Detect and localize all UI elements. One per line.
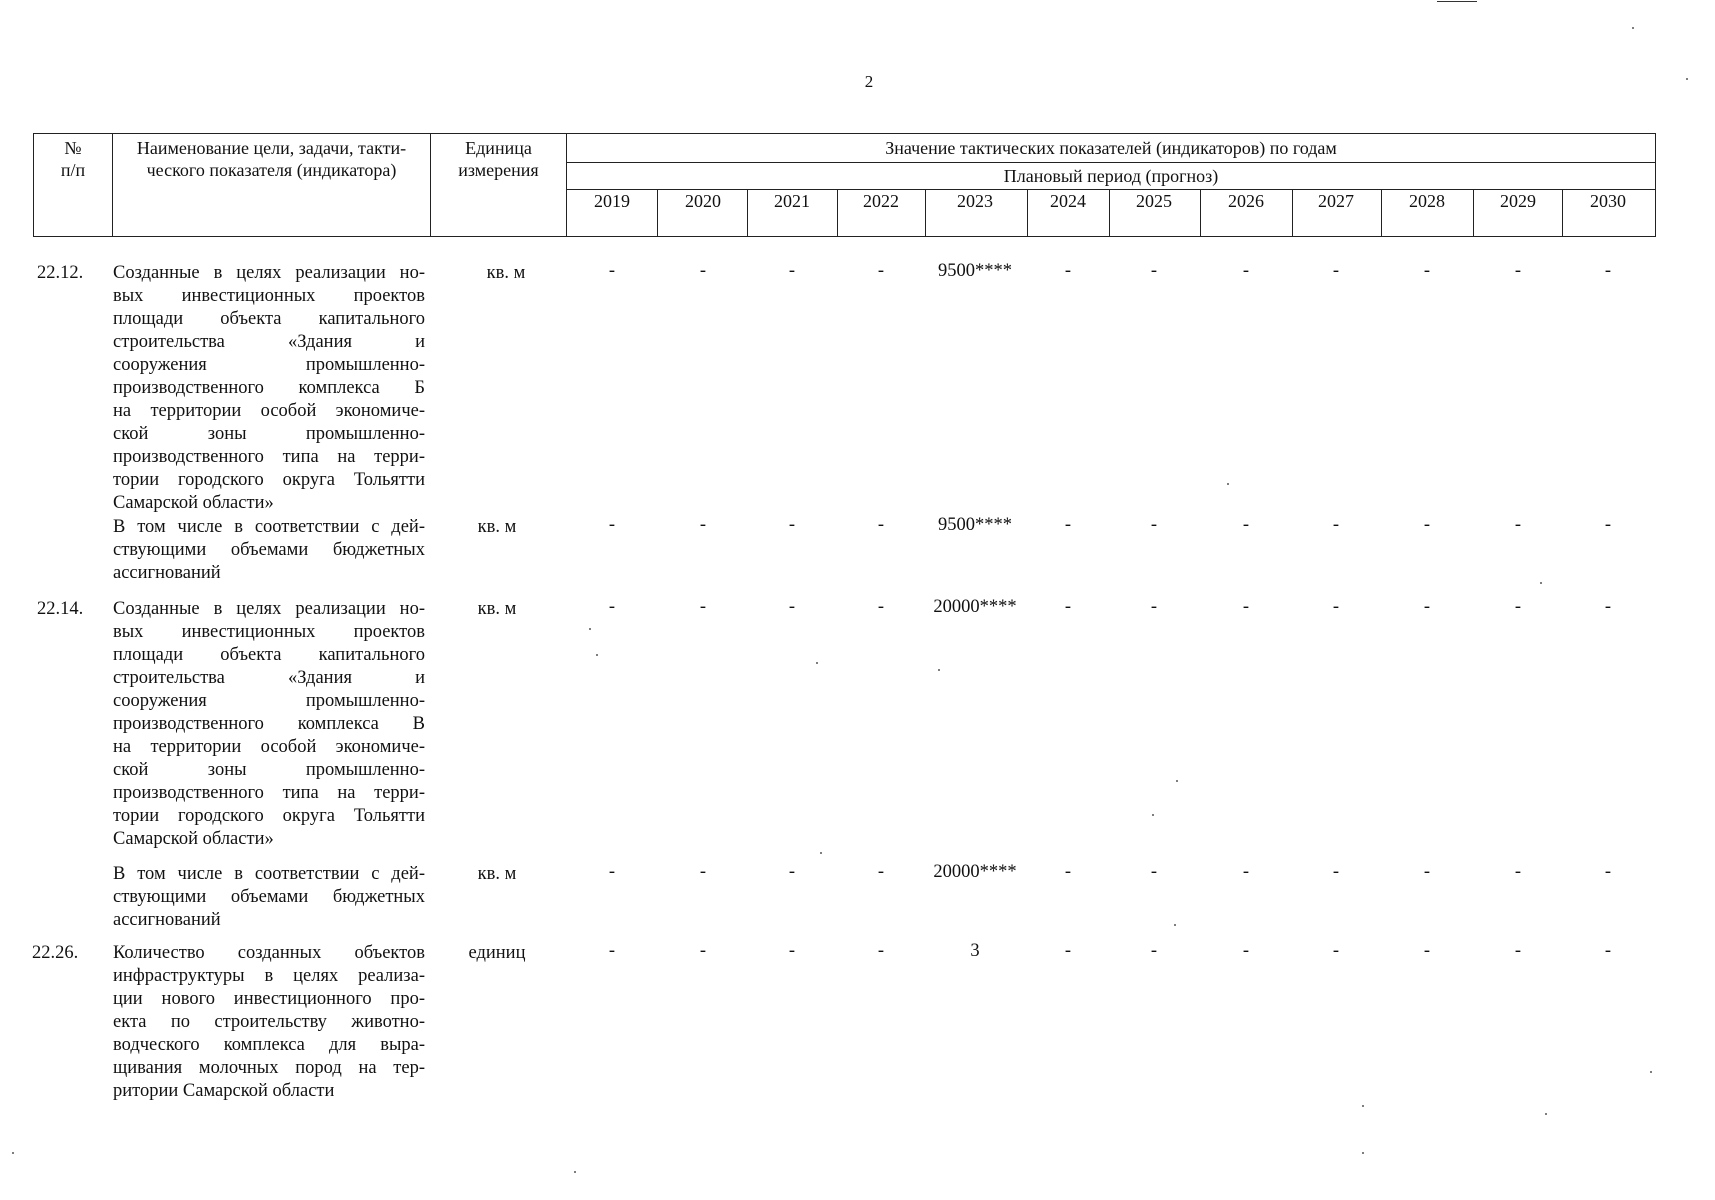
scan-speck	[820, 852, 822, 854]
indicator-name-line: на территории особой экономиче-	[113, 401, 425, 421]
scan-speck	[589, 628, 591, 630]
row-value-2027: -	[1332, 862, 1340, 882]
row-value-2026: -	[1242, 261, 1250, 281]
row-value-2024: -	[1064, 261, 1072, 281]
scan-speck	[938, 669, 940, 671]
row-value-2029: -	[1514, 261, 1522, 281]
scan-speck	[1174, 924, 1176, 926]
header-col-values-sub: Плановый период (прогноз)	[1003, 166, 1219, 186]
row-value-2020: -	[699, 261, 707, 281]
indicator-name-line: строительства «Здания и	[113, 668, 425, 688]
row-value-2022: -	[877, 597, 885, 617]
header-line-sub	[566, 189, 1656, 190]
row-value-2019: -	[608, 261, 616, 281]
scan-speck	[1545, 1113, 1547, 1115]
scan-speck	[1362, 1152, 1364, 1154]
scan-speck	[596, 654, 598, 656]
header-col-name: Наименование цели, задачи, такти- ческого показателя (индикатора)	[136, 138, 407, 180]
year-header-2029: 2029	[1500, 191, 1536, 211]
indicator-name-line: екта по строительству животно-	[113, 1012, 425, 1032]
indicator-name-line: ской зоны промышленно-	[113, 760, 425, 780]
scan-speck	[1632, 27, 1634, 29]
row-value-2029: -	[1514, 515, 1522, 535]
scan-speck	[1227, 483, 1229, 485]
row-value-2025: -	[1150, 261, 1158, 281]
row-value-2021: -	[788, 941, 796, 961]
year-header-2022: 2022	[863, 191, 899, 211]
row-unit: кв. м	[486, 263, 526, 283]
indicator-name-line: ствующими объемами бюджетных	[113, 540, 425, 560]
year-header-2025: 2025	[1136, 191, 1172, 211]
indicator-name-line: Самарской области»	[113, 493, 274, 513]
indicator-name-line: сооружения промышленно-	[113, 355, 425, 375]
row-value-2023: 20000****	[933, 862, 1017, 882]
indicator-name-line: ассигнований	[113, 563, 221, 583]
indicator-name-line: сооружения промышленно-	[113, 691, 425, 711]
row-value-2030: -	[1604, 597, 1612, 617]
indicator-name-line: тории городского округа Тольятти	[113, 470, 425, 490]
row-number: 22.14.	[37, 599, 84, 619]
indicator-name-line: Самарской области»	[113, 829, 274, 849]
row-value-2025: -	[1150, 941, 1158, 961]
indicator-name-line: производственного комплекса В	[113, 714, 425, 734]
header-line-group	[566, 162, 1656, 163]
row-value-2020: -	[699, 597, 707, 617]
row-value-2022: -	[877, 941, 885, 961]
indicator-name-line: ции нового инвестиционного про-	[113, 989, 425, 1009]
row-value-2026: -	[1242, 597, 1250, 617]
scan-speck	[1362, 1105, 1364, 1107]
row-value-2024: -	[1064, 515, 1072, 535]
row-value-2028: -	[1423, 261, 1431, 281]
scan-speck	[1686, 78, 1688, 80]
scan-speck	[574, 1171, 576, 1173]
indicator-name-line: вых инвестиционных проектов	[113, 286, 425, 306]
row-value-2028: -	[1423, 862, 1431, 882]
row-value-2023: 9500****	[938, 261, 1012, 281]
indicator-name-line: водческого комплекса для выра-	[113, 1035, 425, 1055]
indicator-name-line: Созданные в целях реализации но-	[113, 263, 425, 283]
row-unit: кв. м	[477, 599, 517, 619]
scan-speck	[1176, 780, 1178, 782]
row-value-2021: -	[788, 515, 796, 535]
row-value-2026: -	[1242, 862, 1250, 882]
year-header-2019: 2019	[594, 191, 630, 211]
row-value-2020: -	[699, 941, 707, 961]
row-value-2021: -	[788, 862, 796, 882]
row-value-2022: -	[877, 261, 885, 281]
row-value-2030: -	[1604, 862, 1612, 882]
scan-speck	[816, 662, 818, 664]
row-value-2026: -	[1242, 941, 1250, 961]
row-value-2030: -	[1604, 261, 1612, 281]
row-value-2023: 3	[970, 941, 980, 961]
indicator-name-line: ствующими объемами бюджетных	[113, 887, 425, 907]
scan-mark	[1437, 1, 1477, 2]
scan-speck	[12, 1152, 14, 1154]
year-header-2030: 2030	[1590, 191, 1626, 211]
row-value-2027: -	[1332, 261, 1340, 281]
indicator-name-line: В том числе в соответствии с дей-	[113, 864, 425, 884]
indicator-name-line: инфраструктуры в целях реализа-	[113, 966, 425, 986]
row-indicator-name	[113, 863, 425, 932]
year-header-2028: 2028	[1409, 191, 1445, 211]
row-indicator-name	[113, 262, 425, 515]
row-value-2025: -	[1150, 597, 1158, 617]
row-value-2027: -	[1332, 597, 1340, 617]
indicator-name-line: площади объекта капитального	[113, 309, 425, 329]
year-header-2020: 2020	[685, 191, 721, 211]
row-indicator-name	[113, 942, 425, 1103]
indicator-name-line: производственного типа на терри-	[113, 447, 425, 467]
indicator-name-line: производственного типа на терри-	[113, 783, 425, 803]
indicator-name-line: площади объекта капитального	[113, 645, 425, 665]
scan-speck	[1650, 1071, 1652, 1073]
row-value-2028: -	[1423, 597, 1431, 617]
scan-speck	[1540, 582, 1542, 584]
row-value-2024: -	[1064, 597, 1072, 617]
header-divider-name	[430, 133, 431, 237]
year-header-2023: 2023	[957, 191, 993, 211]
indicator-name-line: ритории Самарской области	[113, 1081, 335, 1101]
indicator-name-line: тории городского округа Тольятти	[113, 806, 425, 826]
row-value-2029: -	[1514, 941, 1522, 961]
row-value-2021: -	[788, 261, 796, 281]
row-value-2030: -	[1604, 515, 1612, 535]
row-value-2020: -	[699, 862, 707, 882]
row-value-2019: -	[608, 862, 616, 882]
header-col-values-group: Значение тактических показателей (индикаторов) по годам	[885, 138, 1337, 158]
indicator-name-line: ассигнований	[113, 910, 221, 930]
indicator-name-line: В том числе в соответствии с дей-	[113, 517, 425, 537]
row-value-2022: -	[877, 862, 885, 882]
row-value-2026: -	[1242, 515, 1250, 535]
page-number: 2	[864, 72, 874, 91]
indicator-name-line: строительства «Здания и	[113, 332, 425, 352]
row-unit: кв. м	[477, 517, 517, 537]
row-value-2023: 9500****	[938, 515, 1012, 535]
indicator-name-line: на территории особой экономиче-	[113, 737, 425, 757]
row-value-2020: -	[699, 515, 707, 535]
row-value-2027: -	[1332, 941, 1340, 961]
year-header-2021: 2021	[774, 191, 810, 211]
row-value-2029: -	[1514, 862, 1522, 882]
header-col-num: № п/п	[60, 138, 86, 180]
row-number: 22.26.	[32, 943, 79, 963]
row-value-2030: -	[1604, 941, 1612, 961]
row-value-2027: -	[1332, 515, 1340, 535]
row-value-2019: -	[608, 515, 616, 535]
row-value-2019: -	[608, 941, 616, 961]
row-number: 22.12.	[37, 263, 84, 283]
row-value-2025: -	[1150, 862, 1158, 882]
row-value-2023: 20000****	[933, 597, 1017, 617]
indicator-name-line: Созданные в целях реализации но-	[113, 599, 425, 619]
scan-speck	[1152, 814, 1154, 816]
row-value-2022: -	[877, 515, 885, 535]
indicator-name-line: щивания молочных пород на тер-	[113, 1058, 425, 1078]
row-value-2024: -	[1064, 862, 1072, 882]
row-value-2025: -	[1150, 515, 1158, 535]
year-header-2026: 2026	[1228, 191, 1264, 211]
indicator-name-line: ской зоны промышленно-	[113, 424, 425, 444]
row-value-2028: -	[1423, 941, 1431, 961]
row-value-2028: -	[1423, 515, 1431, 535]
row-unit: кв. м	[477, 864, 517, 884]
indicator-name-line: производственного комплекса Б	[113, 378, 425, 398]
row-value-2029: -	[1514, 597, 1522, 617]
year-header-2024: 2024	[1050, 191, 1086, 211]
row-indicator-name	[113, 516, 425, 585]
row-indicator-name	[113, 598, 425, 851]
row-unit: единиц	[468, 943, 526, 963]
indicator-name-line: Количество созданных объектов	[113, 943, 425, 963]
row-value-2024: -	[1064, 941, 1072, 961]
header-divider-num	[112, 133, 113, 237]
row-value-2021: -	[788, 597, 796, 617]
year-header-2027: 2027	[1318, 191, 1354, 211]
indicator-name-line: вых инвестиционных проектов	[113, 622, 425, 642]
header-col-unit: Единица измерения	[458, 138, 539, 180]
row-value-2019: -	[608, 597, 616, 617]
